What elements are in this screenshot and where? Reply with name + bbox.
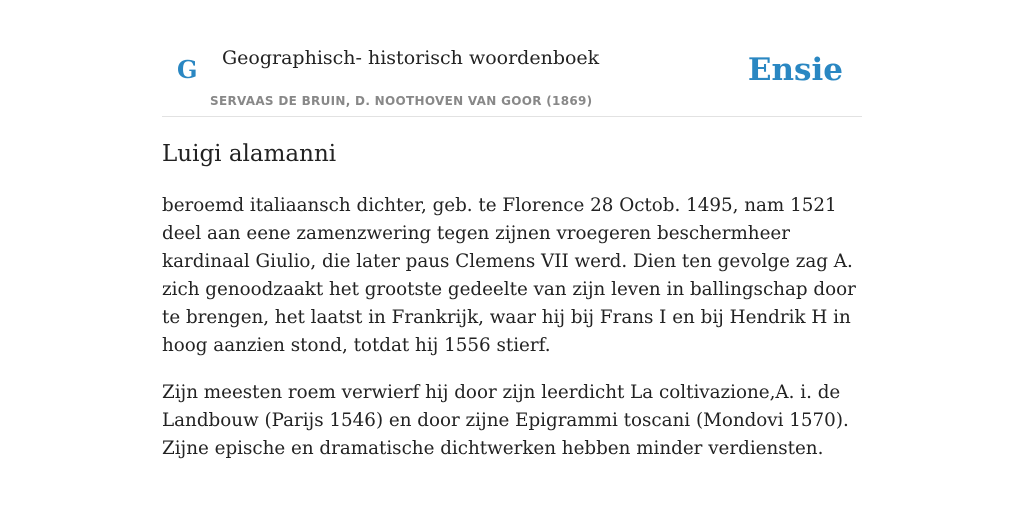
source-logo[interactable]: G bbox=[177, 55, 198, 84]
entry-paragraph: Zijn meesten roem verwierf hij door zijn leerdicht La coltivazione,A. i. de Landbouw (Parijs 1546) en door zijne Epigrammi toscani (Mondovi 1570). Zijne epische en dramatische dichtwerken hebben minder verdiensten. bbox=[162, 382, 849, 459]
page bbox=[162, 0, 862, 512]
entry-title: Luigi alamanni bbox=[162, 141, 337, 167]
book-author: SERVAAS DE BRUIN, D. NOOTHOVEN VAN GOOR (1869) bbox=[210, 94, 593, 108]
entry-paragraph: beroemd italiaansch dichter, geb. te Florence 28 Octob. 1495, nam 1521 deel aan eene zamenzwering tegen zijnen vroegeren beschermheer kardinaal Giulio, die later paus Clemens VII werd. Dien ten gevolge zag A. zich genoodzaakt het grootste gedeelte van zijn leven in ballingschap door te brengen, het laatst in Frankrijk, waar hij bij Frans I en bij Hendrik H in hoog aanzien stond, totdat hij 1556 stierf. bbox=[162, 195, 856, 356]
header bbox=[162, 0, 862, 117]
book-title[interactable]: Geographisch- historisch woordenboek bbox=[222, 47, 600, 69]
entry-body bbox=[162, 192, 862, 482]
ensie-logo-link[interactable]: Ensie bbox=[747, 52, 843, 88]
